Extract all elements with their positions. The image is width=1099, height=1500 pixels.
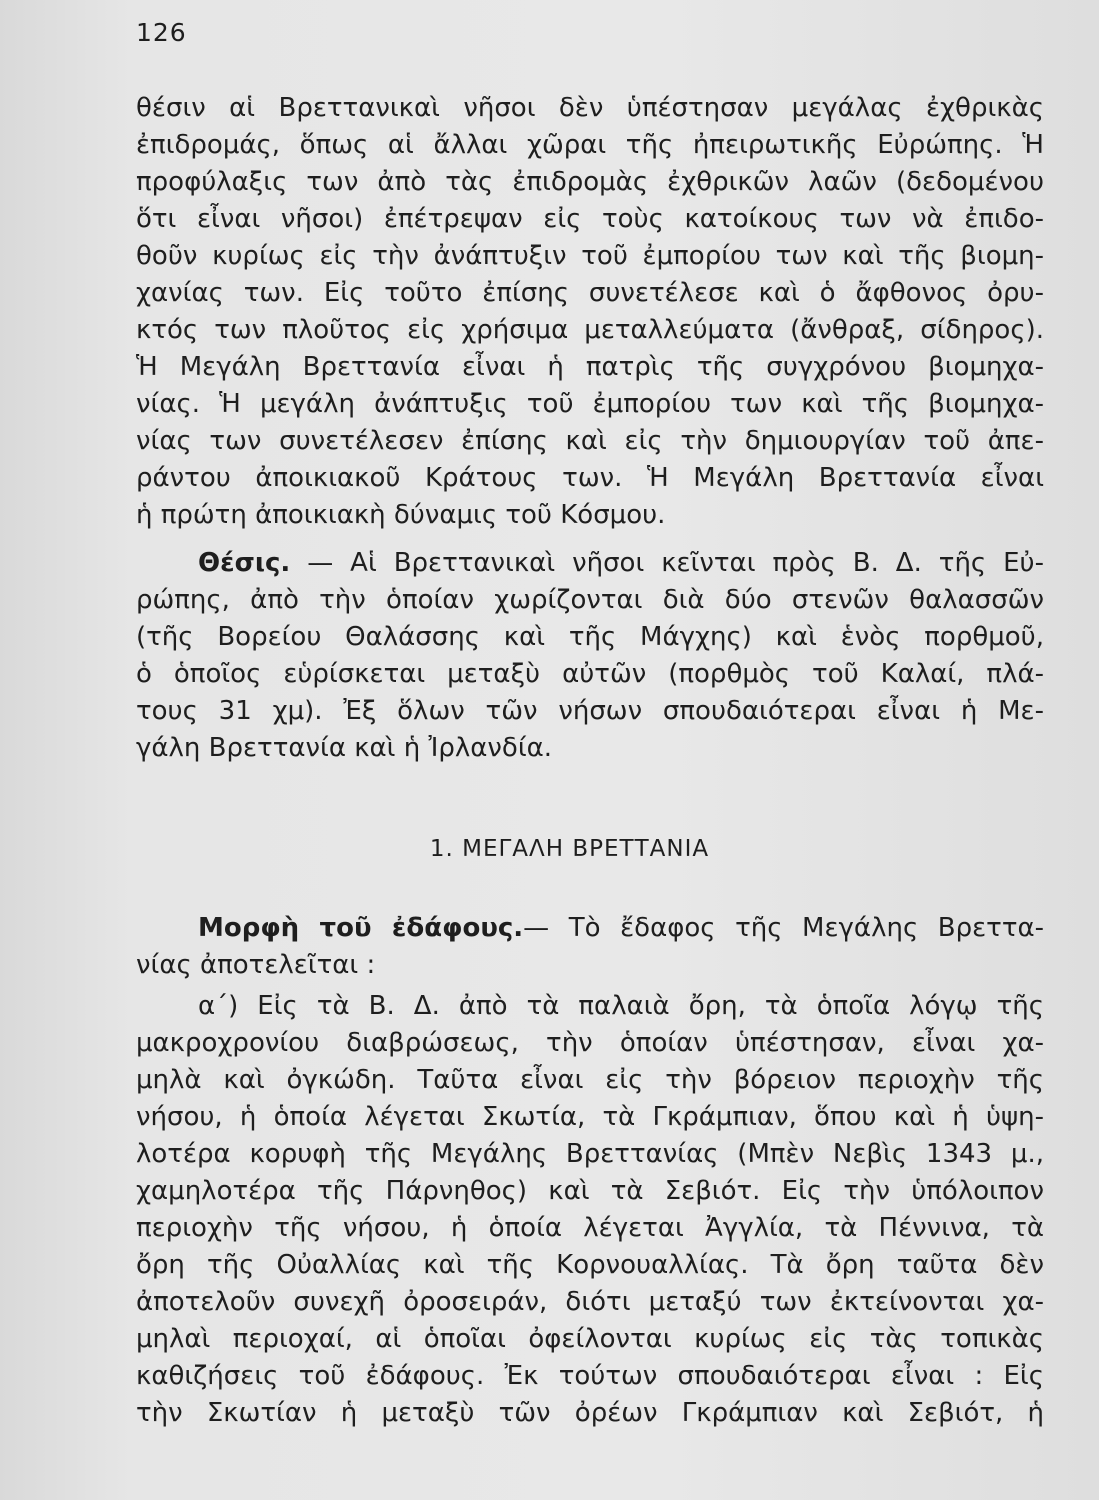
text-line: νήσου, ἡ ὁποία λέγεται Σκωτία, τὰ Γκράμπιαν, ὅπου καὶ ἡ ὑψη- (136, 1102, 1044, 1132)
text-line: ὄρη τῆς Οὐαλλίας καὶ τῆς Κορνουαλλίας. Τὰ ὄρη ταῦτα δὲν (136, 1250, 1044, 1280)
thesis-label: Θέσις. (198, 548, 291, 578)
text-line: α΄) Εἰς τὰ Β. Δ. ἀπὸ τὰ παλαιὰ ὄρη, τὰ ὁποῖα λόγῳ τῆς (198, 991, 1044, 1021)
text-line: θέσιν αἱ Βρεττανικαὶ νῆσοι δὲν ὑπέστησαν μεγάλας ἐχθρικὰς (136, 93, 1044, 123)
text-line: χανίας των. Εἰς τοῦτο ἐπίσης συνετέλεσε καὶ ὁ ἄφθονος ὀρυ- (136, 278, 1044, 308)
text-line: Ἡ Μεγάλη Βρεττανία εἶναι ἡ πατρὶς τῆς συγχρόνου βιομηχα- (136, 352, 1044, 382)
text-line: ἐπιδρομάς, ὅπως αἱ ἄλλαι χῶραι τῆς ἠπειρωτικῆς Εὐρώπης. Ἡ (136, 130, 1044, 160)
morphology-paragraph (136, 910, 1044, 984)
text-line: νίας ἀποτελεῖται : (136, 950, 376, 980)
text-line: χαμηλοτέρα τῆς Πάρνηθος) καὶ τὰ Σεβιότ. Εἰς τὴν ὑπόλοιπον (136, 1176, 1044, 1206)
text-line (136, 910, 1044, 947)
text-line: ράντου ἀποικιακοῦ Κράτους των. Ἡ Μεγάλη Βρεττανία εἶναι (136, 463, 1044, 493)
text-line: τους 31 χμ). Ἐξ ὅλων τῶν νήσων σπουδαιότεραι εἶναι ἡ Με- (136, 696, 1044, 726)
text-line: ἀποτελοῦν συνεχῆ ὀροσειράν, διότι μεταξύ των ἐκτείνονται χα- (136, 1287, 1044, 1317)
text-line (136, 545, 1044, 582)
intro-paragraph (136, 90, 1044, 534)
item-a-paragraph (136, 988, 1044, 1432)
section-heading: 1. ΜΕΓΑΛΗ ΒΡΕΤΤΑΝΙΑ (429, 836, 710, 862)
text-line: ὁ ὁποῖος εὑρίσκεται μεταξὺ αὐτῶν (πορθμὸς τοῦ Καλαί, πλά- (136, 659, 1044, 689)
text-line: (τῆς Βορείου Θαλάσσης καὶ τῆς Μάγχης) καὶ ἑνὸς πορθμοῦ, (136, 622, 1044, 652)
text-line: θοῦν κυρίως εἰς τὴν ἀνάπτυξιν τοῦ ἐμπορίου των καὶ τῆς βιομη- (136, 241, 1044, 271)
text-line: ρώπης, ἀπὸ τὴν ὁποίαν χωρίζονται διὰ δύο στενῶν θαλασσῶν (136, 585, 1044, 615)
text-line: μακροχρονίου διαβρώσεως, τὴν ὁποίαν ὑπέστησαν, εἶναι χα- (136, 1028, 1044, 1058)
thesis-paragraph (136, 545, 1044, 767)
text-line: κτός των πλοῦτος εἰς χρήσιμα μεταλλεύματα (ἄνθραξ, σίδηρος). (136, 315, 1044, 345)
morphology-label: Μορφὴ τοῦ ἐδάφους. (198, 913, 524, 943)
text-line: μηλαὶ περιοχαί, αἱ ὁποῖαι ὀφείλονται κυρίως εἰς τὰς τοπικὰς (136, 1324, 1044, 1354)
text-line: περιοχὴν τῆς νήσου, ἡ ὁποία λέγεται Ἀγγλία, τὰ Πέννινα, τὰ (136, 1213, 1044, 1243)
thesis-first-line: — Αἱ Βρεττανικαὶ νῆσοι κεῖνται πρὸς Β. Δ. τῆς Εὐ- (290, 548, 1044, 578)
page-number: 126 (136, 18, 187, 47)
text-line: τὴν Σκωτίαν ἡ μεταξὺ τῶν ὀρέων Γκράμπιαν καὶ Σεβιότ, ἡ (136, 1398, 1044, 1428)
text-line: νίας των συνετέλεσεν ἐπίσης καὶ εἰς τὴν δημιουργίαν τοῦ ἀπε- (136, 426, 1044, 456)
text-line: καθιζήσεις τοῦ ἐδάφους. Ἐκ τούτων σπουδαιότεραι εἶναι : Εἰς (136, 1361, 1044, 1391)
text-line: γάλη Βρεττανία καὶ ἡ Ἰρλανδία. (136, 733, 553, 763)
text-line: νίας. Ἡ μεγάλη ἀνάπτυξις τοῦ ἐμπορίου των καὶ τῆς βιομηχα- (136, 389, 1044, 419)
text-line: ὅτι εἶναι νῆσοι) ἐπέτρεψαν εἰς τοὺς κατοίκους των νὰ ἐπιδο- (136, 204, 1044, 234)
text-line: μηλὰ καὶ ὀγκώδη. Ταῦτα εἶναι εἰς τὴν βόρειον περιοχὴν τῆς (136, 1065, 1044, 1095)
text-line: ἡ πρώτη ἀποικιακὴ δύναμις τοῦ Κόσμου. (136, 500, 666, 530)
text-line: λοτέρα κορυφὴ τῆς Μεγάλης Βρεττανίας (Μπὲν Νεβὶς 1343 μ., (136, 1139, 1044, 1169)
morphology-first-line: — Τὸ ἔδαφος τῆς Μεγάλης Βρεττα- (523, 913, 1044, 943)
text-line: προφύλαξις των ἀπὸ τὰς ἐπιδρομὰς ἐχθρικῶν λαῶν (δεδομένου (136, 167, 1044, 197)
